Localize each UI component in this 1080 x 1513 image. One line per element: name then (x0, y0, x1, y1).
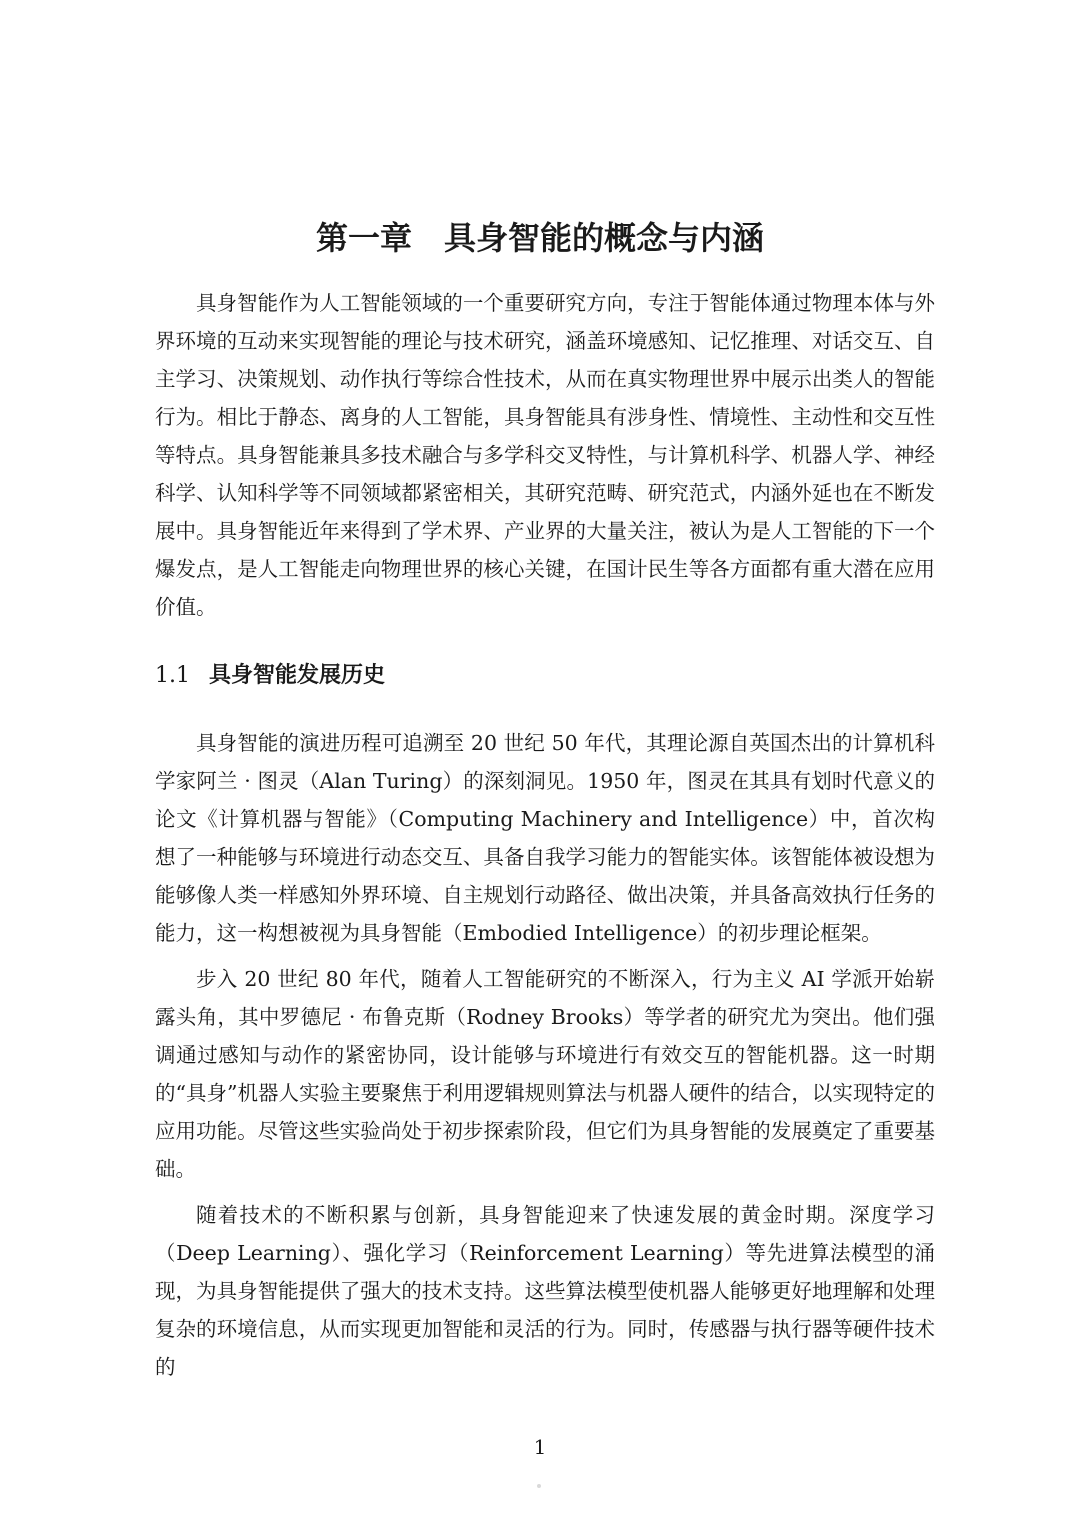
page-number: 1 (533, 1435, 547, 1459)
chapter-title: 第一章 具身智能的概念与内涵 (315, 219, 764, 257)
scan-dot (537, 1484, 541, 1488)
section-title: 具身智能发展历史 (209, 663, 386, 688)
section-heading (155, 658, 385, 694)
body-paragraph: 随着技术的不断积累与创新，具身智能迎来了快速发展的黄金时期。深度学习（Deep Learning）、强化学习（Reinforcement Learning）等先进算法模型的涌现，为具身智能提供了强大的技术支持。这些算法模型使机器人能够更好地理解和处理复杂的环境信息，从而实现更加智能和灵活的行为。同时，传感器与执行器等硬件技术的 (155, 1203, 935, 1379)
body-paragraph: 步入 20 世纪 80 年代，随着人工智能研究的不断深入，行为主义 AI 学派开始崭露头角，其中罗德尼 · 布鲁克斯（Rodney Brooks）等学者的研究尤为突出。他们强调通过感知与动作的紧密协同，设计能够与环境进行有效交互的智能机器。这一时期的“具身”机器人实验主要聚焦于利用逻辑规则算法与机器人硬件的结合，以实现特定的应用功能。尽管这些实验尚处于初步探索阶段，但它们为具身智能的发展奠定了重要基础。 (155, 967, 935, 1181)
intro-paragraph: 具身智能作为人工智能领域的一个重要研究方向，专注于智能体通过物理本体与外界环境的互动来实现智能的理论与技术研究，涵盖环境感知、记忆推理、对话交互、自主学习、决策规划、动作执行等综合性技术，从而在真实物理世界中展示出类人的智能行为。相比于静态、离身的人工智能，具身智能具有涉身性、情境性、主动性和交互性等特点。具身智能兼具多技术融合与多学科交叉特性，与计算机科学、机器人学、神经科学、认知科学等不同领域都紧密相关，其研究范畴、研究范式，内涵外延也在不断发展中。具身智能近年来得到了学术界、产业界的大量关注，被认为是人工智能的下一个爆发点，是人工智能走向物理世界的核心关键，在国计民生等各方面都有重大潜在应用价值。 (155, 291, 935, 619)
body-paragraph: 具身智能的演进历程可追溯至 20 世纪 50 年代，其理论源自英国杰出的计算机科学家阿兰 · 图灵（Alan Turing）的深刻洞见。1950 年，图灵在其具有划时代意义的论文《计算机器与智能》（Computing Machinery and Intelligence）中，首次构想了一种能够与环境进行动态交互、具备自我学习能力的智能实体。该智能体被设想为能够像人类一样感知外界环境、自主规划行动路径、做出决策，并具备高效执行任务的能力，这一构想被视为具身智能（Embodied Intelligence）的初步理论框架。 (155, 731, 935, 945)
section-number: 1.1 (155, 663, 190, 688)
